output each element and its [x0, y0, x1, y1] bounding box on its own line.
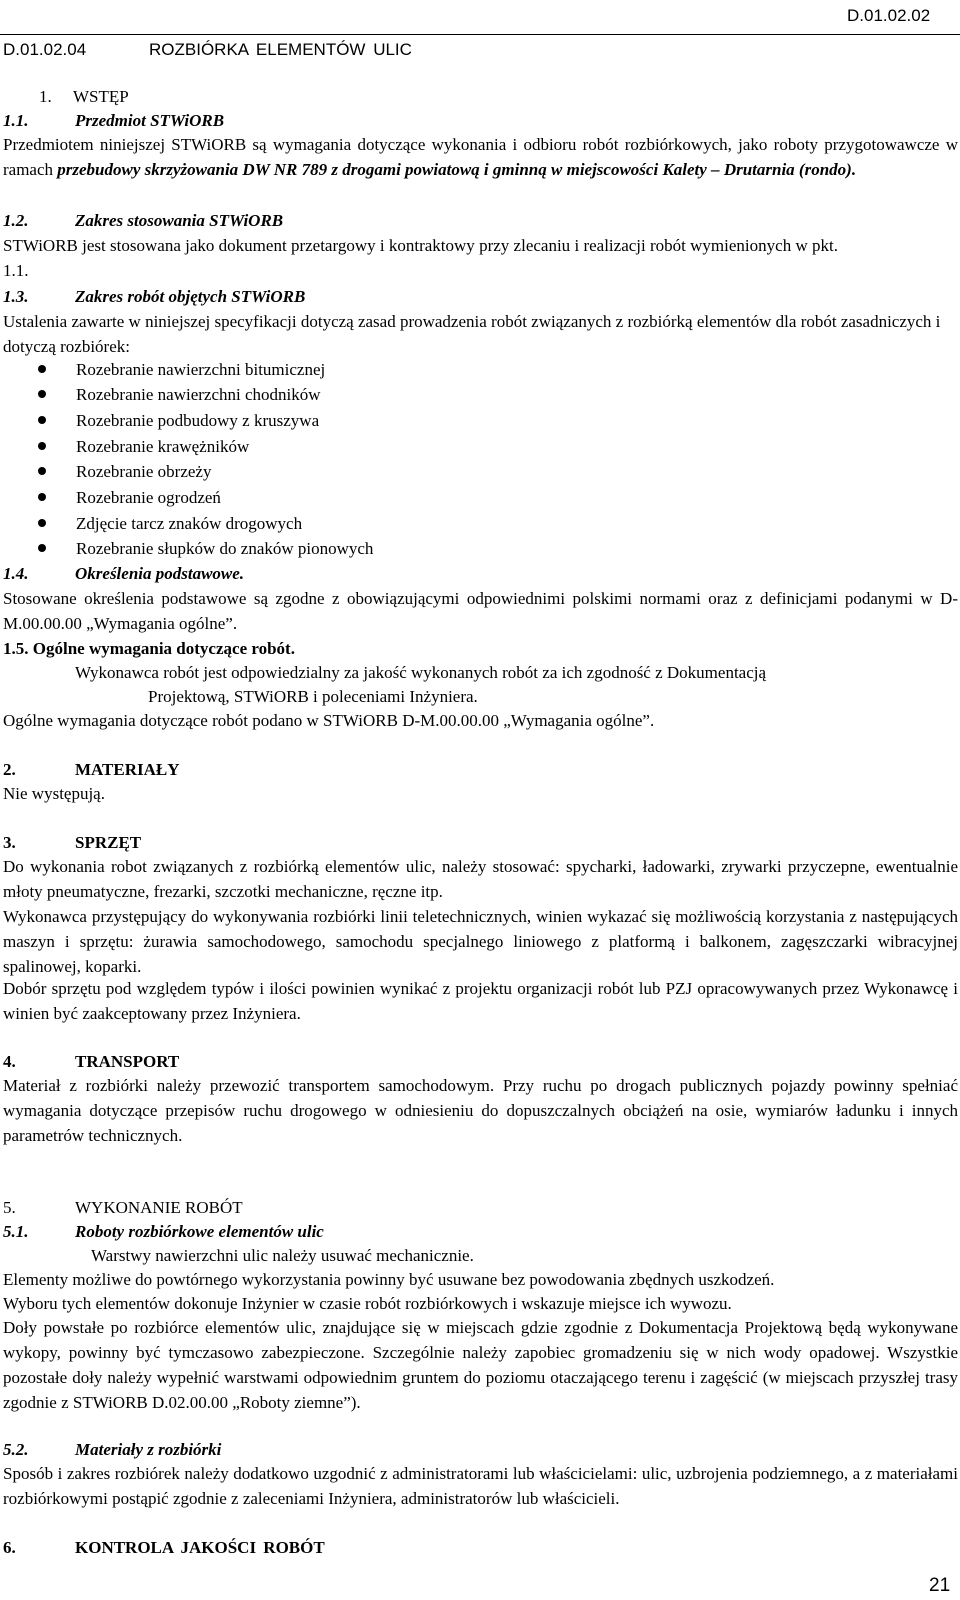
section-1-1-title: Przedmiot STWiORB — [75, 111, 225, 130]
section-2-number: 2. — [3, 760, 16, 779]
section-1-1-text-plain: Przedmiotem niniejszej STWiORB są wymagania dotyczące wykonania i odbioru robót rozbiórkowych, jako roboty przygotowawcze w ramach — [3, 135, 958, 179]
section-5-2-heading — [3, 1437, 221, 1462]
list-item — [38, 434, 249, 459]
bullet-icon — [38, 493, 46, 501]
section-5-2-paragraph: Sposób i zakres rozbiórek należy dodatkowo uzgodnić z administratorami lub właścicielami: ulic, uzbrojenia podziemnego, a z materiałami rozbiórkowymi postąpić zgodnie z zaleceniami Inżyniera, administratorów lub właścicieli. — [3, 1464, 958, 1508]
section-5-1-paragraph: Doły powstałe po rozbiórce elementów ulic, znajdujące się w miejscach gdzie zgodnie z Dokumentacja Projektową będą wykonywane wykopy, powinny być tymczasowo zabezpieczone. Szczególnie należy zapobiec gromadzeniu się w nich wody opadowej. Wszystkie pozostałe doły należy wypełnić warstwami odpowiednim gruntem do poziomu otaczającego terenu i zagęścić (w miejscach przyszłej trasy zgodnie z STWiORB D.02.00.00 „Roboty ziemne”). — [3, 1318, 958, 1412]
list-item — [38, 357, 325, 382]
section-3-paragraph-1: Do wykonania robot związanych z rozbiórką elementów ulic, należy stosować: spycharki, ładowarki, zrywarki przyczepne, ewentualnie młoty pneumatyczne, frezarki, szczotki mechaniczne, ręczne itp. — [3, 857, 958, 901]
section-4-number: 4. — [3, 1052, 16, 1071]
section-2-text: Nie występują. — [3, 784, 105, 803]
section-1-1-number: 1.1. — [3, 111, 29, 130]
list-item-label: Rozebranie nawierzchni chodników — [76, 385, 321, 404]
list-item — [38, 382, 321, 407]
section-3-number: 3. — [3, 833, 16, 852]
section-1-1-paragraph — [3, 132, 958, 182]
section-1-5-line-2: Projektową, STWiORB i poleceniami Inżyniera. — [148, 687, 478, 706]
section-3-paragraph-3: Dobór sprzętu pod względem typów i ilości powinien wynikać z projektu organizacji robót lub PZJ opracowywanych przez Wykonawcę i winien być zaakceptowany przez Inżyniera. — [3, 979, 958, 1023]
list-item-label: Rozebranie podbudowy z kruszywa — [76, 411, 320, 430]
section-6-number: 6. — [3, 1538, 16, 1557]
section-6-heading — [3, 1535, 325, 1560]
header-code-right: D.01.02.02 — [847, 6, 931, 25]
section-5-number: 5. — [3, 1198, 16, 1217]
section-1-5-line-3: Ogólne wymagania dotyczące robót podano w STWiORB D-M.00.00.00 „Wymagania ogólne”. — [3, 711, 655, 730]
list-item — [38, 459, 211, 484]
section-5-heading — [3, 1195, 243, 1220]
section-4-heading — [3, 1049, 179, 1074]
section-5-1-indent: Warstwy nawierzchni ulic należy usuwać mechanicznie. — [91, 1246, 474, 1265]
section-5-1-line-1: Elementy możliwe do powtórnego wykorzystania powinny być usuwane bez powodowania zbędnych uszkodzeń. — [3, 1270, 775, 1289]
section-3-heading — [3, 830, 141, 855]
list-item — [38, 408, 319, 433]
section-1-2-number: 1.2. — [3, 211, 29, 230]
section-6-title: KONTROLA JAKOŚCI ROBÓT — [75, 1538, 325, 1557]
section-5-2-number: 5.2. — [3, 1440, 29, 1459]
section-1-title: WSTĘP — [73, 87, 129, 106]
section-5-1-number: 5.1. — [3, 1222, 29, 1241]
section-1-4-number: 1.4. — [3, 564, 29, 583]
bullet-icon — [38, 442, 46, 450]
section-5-1-line-2: Wyboru tych elementów dokonuje Inżynier w czasie robót rozbiórkowych i wskazuje miejsce ich wywozu. — [3, 1294, 732, 1313]
section-2-title: MATERIAŁY — [75, 760, 180, 779]
list-item-label: Rozebranie obrzeży — [76, 462, 212, 481]
bullet-icon — [38, 519, 46, 527]
list-item-label: Rozebranie słupków do znaków pionowych — [76, 539, 374, 558]
list-item-label: Rozebranie ogrodzeń — [76, 488, 221, 507]
list-item-label: Zdjęcie tarcz znaków drogowych — [76, 514, 303, 533]
section-5-2-title: Materiały z rozbiórki — [75, 1440, 222, 1459]
section-2-heading — [3, 757, 180, 782]
section-1-2-paragraph: STWiORB jest stosowana jako dokument przetargowy i kontraktowy przy zlecaniu i realizacji robót wymienionych w pkt. 1.1. — [3, 236, 838, 280]
section-1-4-heading — [3, 561, 244, 586]
bullet-icon — [38, 390, 46, 398]
section-1-2-title: Zakres stosowania STWiORB — [75, 211, 284, 230]
section-4-paragraph: Materiał z rozbiórki należy przewozić transportem samochodowym. Przy ruchu po drogach publicznych pojazdy powinny spełniać wymagania dotyczące przepisów ruchu drogowego w odniesieniu do dopuszczalnych obciążeń na osie, wymiarów ładunku i innych parametrów technicznych. — [3, 1076, 958, 1145]
header-code-left: D.01.02.04 — [3, 40, 87, 59]
section-3-title: SPRZĘT — [75, 833, 142, 852]
bullet-icon — [38, 467, 46, 475]
list-item — [38, 536, 373, 561]
header-rule — [0, 34, 960, 35]
section-1-3-number: 1.3. — [3, 287, 29, 306]
bullet-icon — [38, 416, 46, 424]
page-number: 21 — [929, 1575, 951, 1596]
section-1-4-paragraph: Stosowane określenia podstawowe są zgodne z obowiązującymi odpowiednimi polskimi normami oraz z definicjami podanymi w D-M.00.00.00 „Wymagania ogólne”. — [3, 589, 958, 633]
section-5-title: WYKONANIE ROBÓT — [75, 1198, 243, 1217]
section-1-1-heading — [3, 108, 224, 133]
section-4-title: TRANSPORT — [75, 1052, 180, 1071]
section-1-3-title: Zakres robót objętych STWiORB — [75, 287, 306, 306]
header-title: ROZBIÓRKA ELEMENTÓW ULIC — [149, 40, 412, 59]
list-item — [38, 511, 302, 536]
bullet-icon — [38, 544, 46, 552]
section-1-2-heading — [3, 208, 283, 233]
bullet-icon — [38, 365, 46, 373]
section-3-paragraph-2: Wykonawca przystępujący do wykonywania rozbiórki linii teletechnicznych, winien wykazać się możliwością korzystania z następujących maszyn i sprzętu: żurawia samochodowego, samochodu specjalnego liniowego z platformą i balkonem, zagęszczarki wibracyjnej spalinowej, koparki. — [3, 907, 958, 976]
section-1-5-line-1: Wykonawca robót jest odpowiedzialny za jakość wykonanych robót za ich zgodność z Dokumentacją — [75, 663, 767, 682]
section-1-3-paragraph: Ustalenia zawarte w niniejszej specyfikacji dotyczą zasad prowadzenia robót związanych z rozbiórką elementów dla robót zasadniczych i dotyczą rozbiórek: — [3, 312, 941, 356]
section-1-heading — [39, 84, 129, 109]
section-1-5-heading: 1.5. Ogólne wymagania dotyczące robót. — [3, 639, 295, 658]
list-item-label: Rozebranie krawężników — [76, 437, 250, 456]
list-item-label: Rozebranie nawierzchni bitumicznej — [76, 360, 326, 379]
section-1-4-title: Określenia podstawowe. — [75, 564, 245, 583]
list-item — [38, 485, 221, 510]
section-5-1-title: Roboty rozbiórkowe elementów ulic — [75, 1222, 324, 1241]
section-1-3-heading — [3, 284, 305, 309]
section-1-number: 1. — [39, 87, 52, 106]
section-5-1-heading — [3, 1219, 324, 1244]
section-1-1-text-emphasis: przebudowy skrzyżowania DW NR 789 z drogami powiatową i gminną w miejscowości Kalety – Drutarnia (rondo). — [57, 160, 857, 179]
